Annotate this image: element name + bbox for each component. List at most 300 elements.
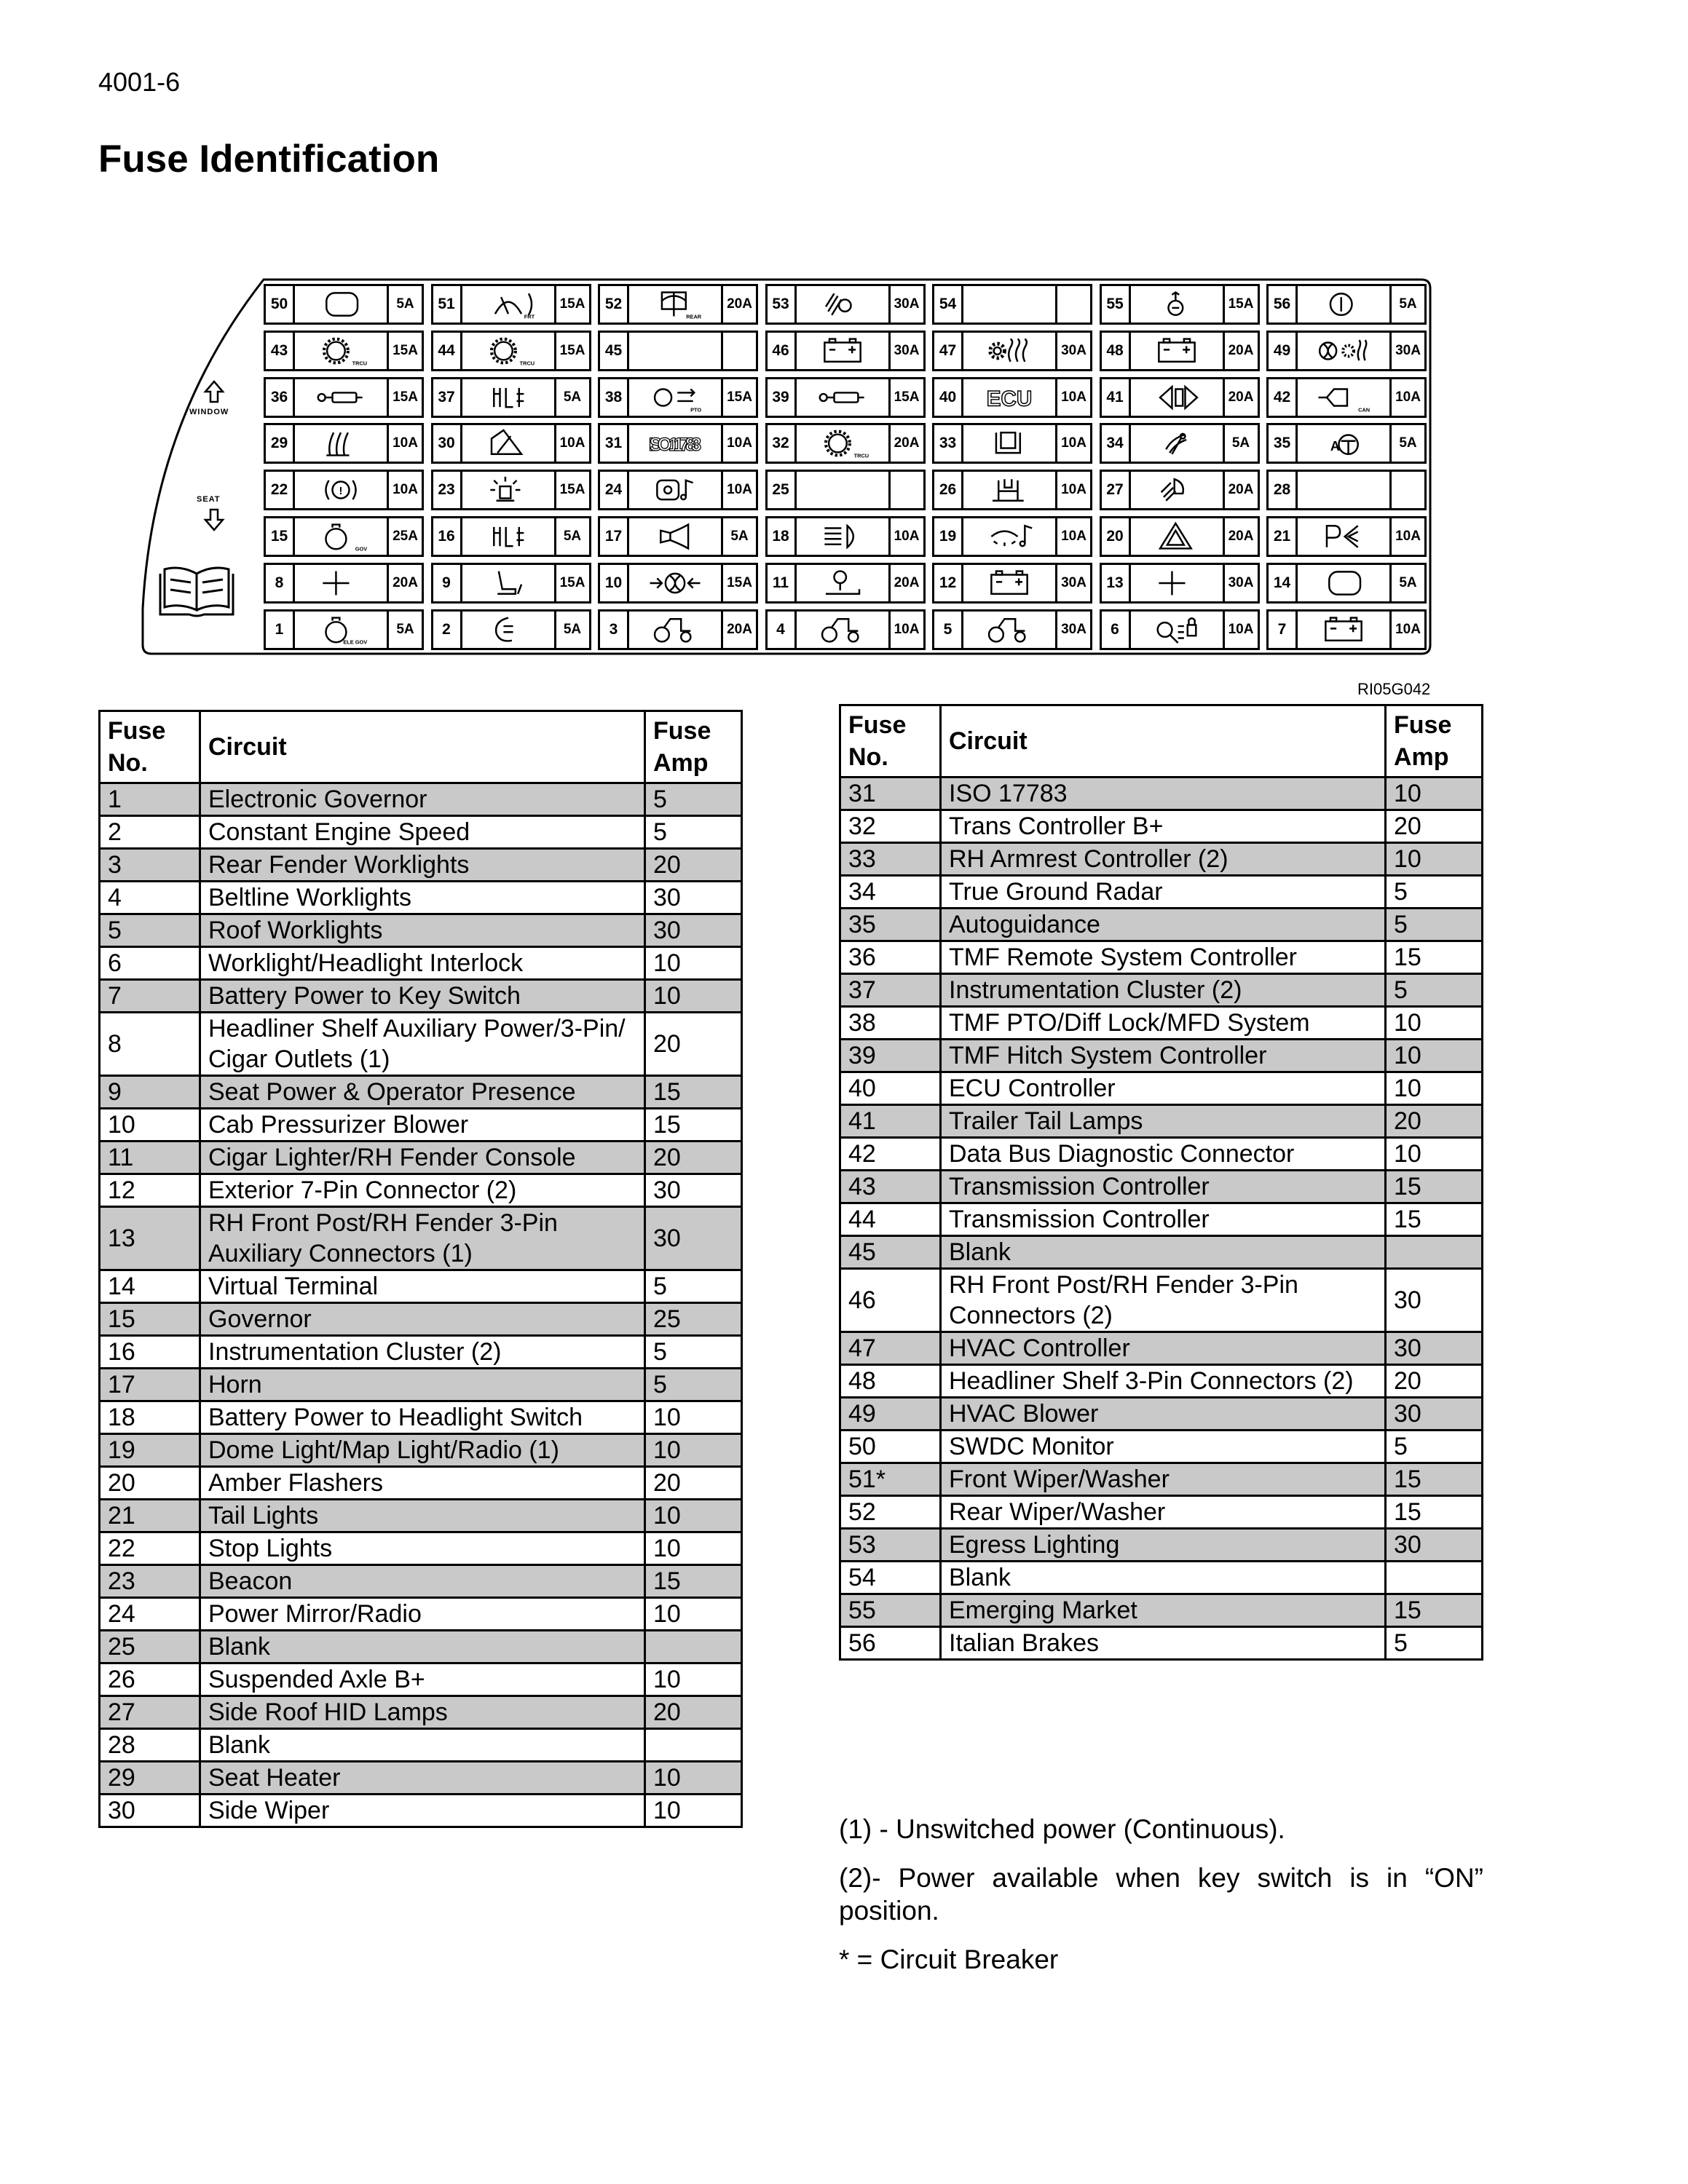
fuse-number-cell: 27: [100, 1696, 200, 1729]
amp-cell: 10: [645, 1500, 742, 1532]
fuse-slot-amp: 10A: [1055, 472, 1090, 508]
battery-icon: [1299, 613, 1388, 646]
fuse-slot: [1100, 470, 1260, 510]
table-row: [840, 810, 1483, 843]
table-row: [840, 1236, 1483, 1269]
fuse-slot: [264, 609, 424, 650]
amp-cell: 5: [645, 816, 742, 849]
fuse-slot-number: 50: [266, 286, 295, 323]
fuse-slot: [1100, 609, 1260, 650]
fuse-slot: [431, 377, 591, 418]
fuse-slot-amp: 15A: [387, 333, 422, 369]
fuse-slot: [264, 563, 424, 604]
fuse-table-right: [839, 704, 1483, 1661]
fuse-number-cell: 44: [840, 1203, 941, 1236]
fuse-slot-number: 21: [1269, 518, 1298, 555]
fuse-slot-amp: 10A: [1389, 612, 1424, 648]
circuit-cell: Worklight/Headlight Interlock: [200, 947, 645, 980]
fuse-slot-amp: 5A: [387, 286, 422, 323]
fuse-number-cell: 22: [100, 1532, 200, 1565]
fuse-slot-number: 23: [433, 472, 462, 508]
fuse-slot-number: 40: [934, 379, 963, 416]
fuse-slot-amp: 10A: [387, 425, 422, 462]
amp-cell: 10: [1386, 1072, 1483, 1105]
mirror-radio-icon: [631, 473, 719, 507]
amp-cell: 5: [1386, 909, 1483, 941]
fuse-slot: [598, 423, 758, 464]
header-fuse-amp: Fuse Amp: [645, 711, 742, 783]
fuse-slot-amp: 10A: [1389, 518, 1424, 555]
table-row: [100, 1532, 742, 1565]
table-row: [100, 1109, 742, 1142]
fuse-number-cell: 37: [840, 974, 941, 1007]
table-row: [840, 974, 1483, 1007]
fuse-slot: [932, 516, 1092, 557]
governor-icon: [296, 520, 385, 553]
fuse-slot: [1100, 563, 1260, 604]
circuit-cell: Rear Fender Worklights: [200, 849, 645, 882]
fuse-number-cell: 50: [840, 1431, 941, 1463]
amp-cell: 20: [645, 849, 742, 882]
table-row: [100, 1142, 742, 1174]
fuse-number-cell: 26: [100, 1663, 200, 1696]
fuse-number-cell: 18: [100, 1401, 200, 1434]
fuse-slot-amp: [888, 472, 923, 508]
fuse-slot-amp: 5A: [554, 379, 589, 416]
fuse-slot: [598, 563, 758, 604]
fuse-table-left: [98, 710, 743, 1828]
fuse-slot-amp: [1055, 286, 1090, 323]
amp-cell: [1386, 1562, 1483, 1594]
headlight-icon-drawing: [798, 520, 887, 553]
table-row: [840, 778, 1483, 810]
hvac-blower-icon: [1299, 334, 1388, 368]
fuse-slot-amp: 15A: [721, 565, 756, 601]
monitor-icon: [1299, 566, 1388, 600]
circuit-cell: Italian Brakes: [941, 1627, 1386, 1660]
fuse-slot-number: 5: [934, 612, 963, 648]
egress-icon: [798, 288, 887, 321]
tail-lights-icon-drawing: [1299, 520, 1388, 553]
fuse-number-cell: 6: [100, 947, 200, 980]
fuse-slot-sublabel: GOV: [355, 545, 368, 553]
fuse-number-cell: 4: [100, 882, 200, 914]
circuit-cell: Data Bus Diagnostic Connector: [941, 1138, 1386, 1171]
amp-cell: 20: [645, 1696, 742, 1729]
fuse-slot-amp: 10A: [1223, 612, 1258, 648]
fuse-slot-sublabel: PTO: [690, 406, 702, 414]
fuse-number-cell: 34: [840, 876, 941, 909]
fuse-number-cell: 30: [100, 1795, 200, 1827]
table-row: [840, 941, 1483, 974]
amp-cell: 20: [1386, 810, 1483, 843]
fuse-slot: [1266, 423, 1427, 464]
note-unswitched: (1) - Unswitched power (Continuous).: [839, 1814, 1285, 1844]
amp-cell: 10: [1386, 1040, 1483, 1072]
fuse-slot-sublabel: TRCU: [853, 453, 869, 460]
fuse-number-cell: 35: [840, 909, 941, 941]
fuse-slot-number: 41: [1102, 379, 1131, 416]
fuse-slot-amp: 20A: [721, 612, 756, 648]
fuse-slot: [765, 331, 926, 371]
fuse-slot: [932, 423, 1092, 464]
amp-cell: 15: [1386, 1203, 1483, 1236]
table-row: [840, 1529, 1483, 1562]
fuse-slot-amp: 10A: [721, 472, 756, 508]
circuit-cell: Battery Power to Headlight Switch: [200, 1401, 645, 1434]
brake-icon-drawing: [296, 473, 385, 507]
circuit-cell: Seat Heater: [200, 1762, 645, 1795]
fuse-number-cell: 40: [840, 1072, 941, 1105]
hid-lamp-icon: [1132, 473, 1221, 507]
circuit-cell: Roof Worklights: [200, 914, 645, 947]
fuse-slot-amp: 30A: [1223, 565, 1258, 601]
circuit-cell: Power Mirror/Radio: [200, 1598, 645, 1631]
governor-icon: [296, 613, 385, 646]
market-icon-drawing: [1132, 288, 1221, 321]
amp-cell: [645, 1729, 742, 1762]
fuse-slot-number: 38: [600, 379, 629, 416]
table-row: [100, 980, 742, 1013]
fuse-slot-number: 24: [600, 472, 629, 508]
circuit-cell: Rear Wiper/Washer: [941, 1496, 1386, 1529]
table-row: [840, 876, 1483, 909]
connector-icon: [296, 381, 385, 414]
wiper-icon: [464, 288, 553, 321]
table-row: [100, 849, 742, 882]
fuse-slot: [1100, 423, 1260, 464]
ecu-icon-drawing: [965, 381, 1054, 414]
fuse-slot-amp: 30A: [888, 286, 923, 323]
table-row: [100, 1401, 742, 1434]
table-row: [100, 947, 742, 980]
amp-cell: 10: [645, 947, 742, 980]
fuse-slot-number: 18: [768, 518, 797, 555]
amp-cell: 20: [645, 1467, 742, 1500]
fuse-slot-number: 11: [768, 565, 797, 601]
circuit-cell: Blank: [941, 1236, 1386, 1269]
fuse-slot: [1100, 331, 1260, 371]
fuse-slot-amp: 10A: [1055, 425, 1090, 462]
amp-cell: 20: [1386, 1105, 1483, 1138]
fuse-number-cell: 9: [100, 1076, 200, 1109]
empty-slot: [798, 473, 887, 507]
fuse-slot: [1100, 516, 1260, 557]
fuse-number-cell: 3: [100, 849, 200, 882]
circuit-cell: Side Roof HID Lamps: [200, 1696, 645, 1729]
table-row: [840, 1627, 1483, 1660]
amp-cell: 10: [1386, 778, 1483, 810]
governor-icon-drawing: [296, 520, 385, 553]
fuse-number-cell: 14: [100, 1270, 200, 1303]
battery-icon: [965, 566, 1054, 600]
tail-lights-icon: [1299, 520, 1388, 553]
amp-cell: 15: [1386, 1594, 1483, 1627]
table-row: [840, 1105, 1483, 1138]
fuse-slot: [431, 331, 591, 371]
axle-icon-drawing: [965, 473, 1054, 507]
fuse-slot-amp: 5A: [1389, 286, 1424, 323]
lighter-icon-drawing: [798, 566, 887, 600]
fuse-number-cell: 31: [840, 778, 941, 810]
table-row: [100, 1598, 742, 1631]
autoguidance-icon: [1299, 427, 1388, 460]
amp-cell: 30: [645, 1207, 742, 1270]
table-row: [100, 1729, 742, 1762]
table-row: [100, 1631, 742, 1663]
amp-cell: 10: [645, 1795, 742, 1827]
fuse-slot-number: 4: [768, 612, 797, 648]
circuit-cell: Constant Engine Speed: [200, 816, 645, 849]
fuse-slot: [765, 284, 926, 325]
circuit-cell: Virtual Terminal: [200, 1270, 645, 1303]
circuit-cell: TMF PTO/Diff Lock/MFD System: [941, 1007, 1386, 1040]
footnotes: [839, 1813, 1483, 1992]
battery-icon-drawing: [965, 566, 1054, 600]
figure-reference: RI05G042: [1357, 680, 1431, 698]
pto-icon-drawing: [631, 381, 719, 414]
axle-icon: [965, 473, 1054, 507]
fuse-number-cell: 46: [840, 1269, 941, 1332]
note-key-switch: (2)- Power available when key switch is in “ON” position.: [839, 1863, 1483, 1926]
fuse-slot-amp: 15A: [554, 333, 589, 369]
fuse-slot-number: 10: [600, 565, 629, 601]
gear-icon: [798, 427, 887, 460]
fuse-column: [598, 284, 758, 645]
page-title: Fuse Identification: [98, 138, 440, 181]
side-wiper-icon: [464, 427, 553, 460]
fuse-slot: [598, 516, 758, 557]
amp-cell: 5: [645, 783, 742, 816]
fuse-number-cell: 55: [840, 1594, 941, 1627]
fuse-slot-amp: [721, 333, 756, 369]
circuit-cell: TMF Hitch System Controller: [941, 1040, 1386, 1072]
fuse-slot-amp: 15A: [554, 286, 589, 323]
fuse-slot-number: 33: [934, 425, 963, 462]
table-row: [100, 1303, 742, 1336]
fuse-number-cell: 2: [100, 816, 200, 849]
fuse-slot-amp: 20A: [888, 425, 923, 462]
table-row: [840, 843, 1483, 876]
fuse-slot-number: 26: [934, 472, 963, 508]
table-header-row: [840, 705, 1483, 778]
fuse-slot-amp: 10A: [888, 612, 923, 648]
brake-circle-icon: [1299, 288, 1388, 321]
fuse-slot-amp: 5A: [1389, 565, 1424, 601]
fuse-number-cell: 11: [100, 1142, 200, 1174]
circuit-cell: ECU Controller: [941, 1072, 1386, 1105]
table-row: [840, 1138, 1483, 1171]
trailer-lamp-icon-drawing: [1132, 381, 1221, 414]
fuse-slot-amp: 15A: [554, 565, 589, 601]
hazard-icon: [1132, 520, 1221, 553]
fuse-number-cell: 29: [100, 1762, 200, 1795]
table-row: [100, 1336, 742, 1369]
fuse-slot-amp: 25A: [387, 518, 422, 555]
table-row: [100, 1434, 742, 1467]
fuse-slot-number: 49: [1269, 333, 1298, 369]
fuse-number-cell: 12: [100, 1174, 200, 1207]
fuse-slot: [932, 377, 1092, 418]
fuse-slot: [264, 470, 424, 510]
table-row: [840, 1332, 1483, 1365]
fuse-slot-number: 35: [1269, 425, 1298, 462]
seat-arrow-icon: [205, 510, 223, 530]
fuse-number-cell: 39: [840, 1040, 941, 1072]
fuse-slot-number: 27: [1102, 472, 1131, 508]
plus-icon: [1132, 566, 1221, 600]
fuse-slot: [1266, 470, 1427, 510]
circuit-cell: Battery Power to Key Switch: [200, 980, 645, 1013]
rear-wiper-icon-drawing: [631, 288, 719, 321]
circuit-cell: Emerging Market: [941, 1594, 1386, 1627]
fuse-slot-sublabel: CAN: [1358, 406, 1370, 414]
fuse-slot-number: 31: [600, 425, 629, 462]
amp-cell: 5: [1386, 876, 1483, 909]
header-circuit: Circuit: [941, 705, 1386, 778]
fuse-slot-sublabel: TRCU: [352, 360, 368, 367]
circuit-cell: RH Front Post/RH Fender 3-Pin Auxiliary Connectors (1): [200, 1207, 645, 1270]
fuse-slot: [1266, 377, 1427, 418]
circuit-cell: Headliner Shelf 3-Pin Connectors (2): [941, 1365, 1386, 1398]
fuse-slot: [598, 284, 758, 325]
seat-icon: [464, 566, 553, 600]
fuse-slot-amp: 10A: [554, 425, 589, 462]
fuse-number-cell: 5: [100, 914, 200, 947]
blower-icon-drawing: [631, 566, 719, 600]
fuse-slot-number: 39: [768, 379, 797, 416]
circuit-cell: Cab Pressurizer Blower: [200, 1109, 645, 1142]
table-row: [840, 1365, 1483, 1398]
fuse-slot-number: 1: [266, 612, 295, 648]
battery-icon: [798, 334, 887, 368]
circuit-cell: Suspended Axle B+: [200, 1663, 645, 1696]
fuse-slot-number: 17: [600, 518, 629, 555]
table-row: [840, 909, 1483, 941]
amp-cell: 15: [1386, 1463, 1483, 1496]
dome-radio-icon: [965, 520, 1054, 553]
fuse-slot-number: 15: [266, 518, 295, 555]
table-row: [100, 882, 742, 914]
gear-icon-drawing: [464, 334, 553, 368]
amp-cell: 25: [645, 1303, 742, 1336]
tractor-icon: [798, 613, 887, 646]
fuse-slot-number: 43: [266, 333, 295, 369]
fuse-panel-diagram: [138, 275, 1435, 660]
table-row: [840, 1594, 1483, 1627]
can-icon: [1299, 381, 1388, 414]
fuse-slot: [1266, 516, 1427, 557]
fuse-slot-amp: 5A: [1223, 425, 1258, 462]
fuse-number-cell: 13: [100, 1207, 200, 1270]
fuse-slot-number: 55: [1102, 286, 1131, 323]
fuse-slot: [264, 516, 424, 557]
fuse-slot: [264, 331, 424, 371]
autoguidance-icon-drawing: [1299, 427, 1388, 460]
fuse-slot-number: 30: [433, 425, 462, 462]
circuit-cell: Trans Controller B+: [941, 810, 1386, 843]
fuse-number-cell: 7: [100, 980, 200, 1013]
hvac-icon-drawing: [965, 334, 1054, 368]
fuse-slot-sublabel: TRCU: [519, 360, 535, 367]
circuit-cell: Exterior 7-Pin Connector (2): [200, 1174, 645, 1207]
fuse-slot-amp: 20A: [1223, 333, 1258, 369]
fuse-slot: [264, 423, 424, 464]
table-row: [840, 1398, 1483, 1431]
fuse-grid: [264, 284, 1424, 649]
ecu-icon: [965, 381, 1054, 414]
fuse-slot-number: 29: [266, 425, 295, 462]
fuse-slot: [1266, 331, 1427, 371]
fuse-slot-amp: 5A: [554, 612, 589, 648]
cluster-icon: [464, 520, 553, 553]
fuse-number-cell: 23: [100, 1565, 200, 1598]
amp-cell: 20: [645, 1013, 742, 1076]
circuit-cell: RH Armrest Controller (2): [941, 843, 1386, 876]
circuit-cell: Amber Flashers: [200, 1467, 645, 1500]
fuse-slot-amp: 20A: [1223, 518, 1258, 555]
amp-cell: 5: [1386, 974, 1483, 1007]
fuse-slot-number: 16: [433, 518, 462, 555]
fuse-slot-number: 44: [433, 333, 462, 369]
fuse-number-cell: 8: [100, 1013, 200, 1076]
table-row: [100, 1762, 742, 1795]
table-row: [100, 1270, 742, 1303]
fuse-slot-amp: 10A: [721, 425, 756, 462]
fuse-slot-amp: 20A: [888, 565, 923, 601]
fuse-slot-amp: 5A: [387, 612, 422, 648]
fuse-slot-number: 53: [768, 286, 797, 323]
circuit-cell: True Ground Radar: [941, 876, 1386, 909]
tractor-icon-drawing: [631, 613, 719, 646]
lighter-icon: [798, 566, 887, 600]
egress-icon-drawing: [798, 288, 887, 321]
amp-cell: 5: [1386, 1431, 1483, 1463]
table-row: [840, 1072, 1483, 1105]
amp-cell: 5: [645, 1336, 742, 1369]
fuse-slot-number: 13: [1102, 565, 1131, 601]
amp-cell: 5: [1386, 1627, 1483, 1660]
fuse-slot-amp: 5A: [554, 518, 589, 555]
circuit-cell: Trailer Tail Lamps: [941, 1105, 1386, 1138]
fuse-slot: [264, 284, 424, 325]
fuse-number-cell: 45: [840, 1236, 941, 1269]
amp-cell: 10: [1386, 1138, 1483, 1171]
fuse-slot-amp: 30A: [1055, 565, 1090, 601]
fuse-slot-number: 14: [1269, 565, 1298, 601]
circuit-cell: Front Wiper/Washer: [941, 1463, 1386, 1496]
fuse-slot: [932, 609, 1092, 650]
fuse-slot-amp: 20A: [721, 286, 756, 323]
fuse-slot-number: 12: [934, 565, 963, 601]
engine-speed-icon-drawing: [464, 613, 553, 646]
fuse-slot-amp: 5A: [721, 518, 756, 555]
battery-icon-drawing: [1132, 334, 1221, 368]
amp-cell: 10: [645, 1762, 742, 1795]
fuse-slot-amp: 30A: [1055, 333, 1090, 369]
cluster-icon-drawing: [464, 520, 553, 553]
fuse-slot-number: 2: [433, 612, 462, 648]
fuse-number-cell: 10: [100, 1109, 200, 1142]
battery-icon-drawing: [798, 334, 887, 368]
fuse-number-cell: 54: [840, 1562, 941, 1594]
table-row: [840, 1269, 1483, 1332]
fuse-slot: [765, 563, 926, 604]
fuse-slot: [598, 331, 758, 371]
fuse-column: [431, 284, 591, 645]
circuit-cell: Side Wiper: [200, 1795, 645, 1827]
table-row: [100, 783, 742, 816]
